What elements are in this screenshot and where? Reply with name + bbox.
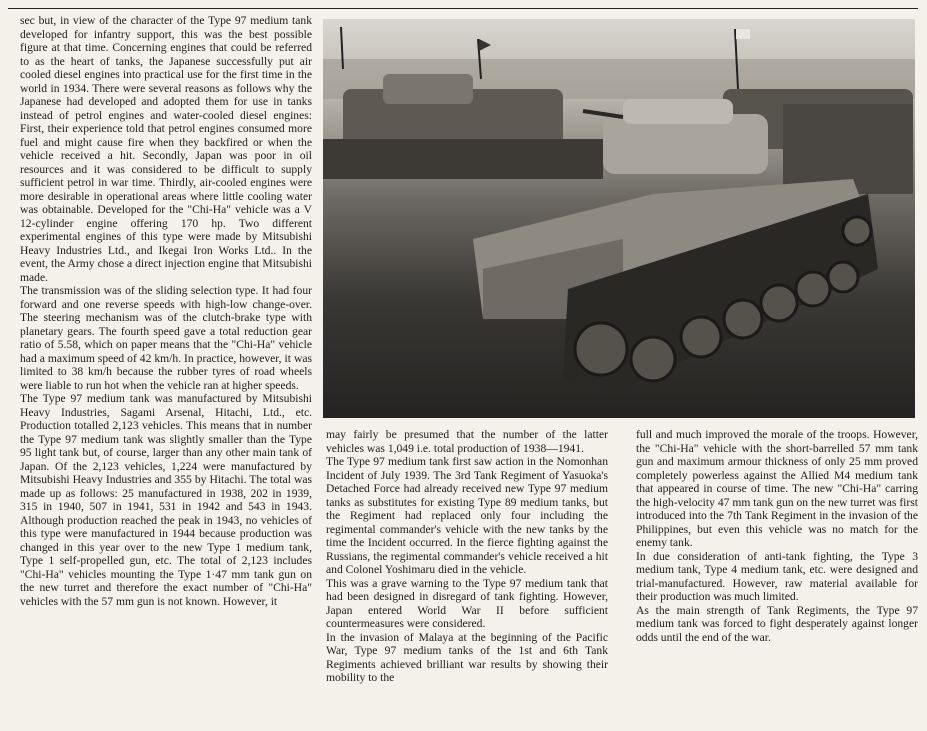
paragraph: may fairly be presumed that the number of the latter vehicles was 1,049 i.e. total production of 1938—1941.	[326, 428, 608, 455]
paragraph: The transmission was of the sliding selection type. It had four forward and one reverse speeds with high-low change-over. The steering mechanism was of the clutch-brake type with planetary gears. The fourth speed gave a total reduction gear ratio of 5.58, which on paper means that the "Chi-Ha" vehicle had a maximum speed of 42 km/h. In practice, however, it was limited to 38 km/h because the rubber tyres of road wheels were liable to run hot when the vehicle ran at higher speeds.	[20, 284, 312, 392]
paragraph: This was a grave warning to the Type 97 medium tank that had been designed in disregard of tank fighting. However, Japan entered World War II before sufficient countermeasures were considered.	[326, 576, 608, 630]
paragraph: The Type 97 medium tank first saw action in the Nomonhan Incident of July 1939. The 3rd Tank Regiment of Yasuoka's Detached Force had already received new Type 97 medium tanks as substitutes for existing Type 89 medium tanks, but the Regiment had replaced only four including the regimental commander's vehicle with the new tanks by the time the Incident occurred. In the fierce fighting against the Russians, the regimental commander's vehicle received a hit and Colonel Yoshimaru died in the vehicle.	[326, 455, 608, 576]
paragraph: sec but, in view of the character of the Type 97 medium tank developed for infantry support, this was the best possible figure at that time. Concerning engines that could be referred to as the heart of tanks, the Japanese successfully put air cooled diesel engines into practical use for the first time in the world in 1934. There were several reasons as follows why the Japanese had developed and adopted them for use in tanks instead of petrol engines and water-cooled diesel engines: First, their experience told that petrol engines consumed more fuel and might cause fire when they backfired or when the vehicle received a hit. Secondly, Japan was poor in oil resources and it was considered to be difficult to supply sufficient petrol in war time. Thirdly, air-cooled engines were more desirable in operational areas where little cooling water was obtainable. Developed for the "Chi-Ha" vehicle was a V 12-cylinder engine offering 170 hp. Two different experimental engines of this type were made by Mitsubishi Heavy Industries Ltd., and Ikegai Iron Works Ltd.. In the event, the Army chose a direct injection engine that Mitsubishi made.	[20, 14, 312, 284]
paragraph: As the main strength of Tank Regiments, the Type 97 medium tank was forced to fight desperately against longer odds until the end of the war.	[636, 603, 918, 644]
tank-photo	[323, 19, 915, 418]
text-column-right	[636, 428, 918, 644]
paragraph: In due consideration of anti-tank fighting, the Type 3 medium tank, Type 4 medium tank, etc. were designed and trial-manufactured. However, raw material available for their production was much limited.	[636, 549, 918, 603]
text-column-middle	[326, 428, 608, 685]
text-column-left	[20, 14, 312, 608]
tank-photo-illustration	[323, 19, 915, 418]
paragraph: full and much improved the morale of the troops. However, the "Chi-Ha" vehicle with the short-barrelled 57 mm tank gun and maximum armour thickness of only 25 mm proved completely powerless against the Allied M4 medium tank that appeared in course of time. The new "Chi-Ha" carring the high-velocity 47 mm tank gun on the new turret was first introduced into the 7th Tank Regiment in the invasion of the Philippines, but even this vehicle was no match for the enemy tank.	[636, 428, 918, 549]
paragraph: The Type 97 medium tank was manufactured by Mitsubishi Heavy Industries, Sagami Arsenal, Hitachi, Ltd., etc. Production totalled 2,123 vehicles. This means that in number the Type 97 medium tank was slightly smaller than the Type 95 light tank but, of course, larger than any other main tank of Japan. Of the 2,123 vehicles, 1,224 were manufactured by Mitsubishi Heavy Industries and 355 by Hitachi. The total was made up as follows: 25 manufactured in 1938, 202 in 1939, 315 in 1940, 507 in 1941, 531 in 1942 and 543 in 1943. Although production reached the peak in 1943, no vehicles of this type were manufactured in 1944 because production was changed in this year over to the new Type 1 medium tank, Type 1 self-propelled gun, etc. The total of 2,123 includes "Chi-Ha" vehicles mounting the Type 1·47 mm tank gun on the new turret and therefore the exact number of "Chi-Ha" vehicles with the 57 mm gun is not known. However, it	[20, 392, 312, 608]
paragraph: In the invasion of Malaya at the beginning of the Pacific War, Type 97 medium tanks of the 1st and 6th Tank Regiments achieved brilliant war results by showing their mobility to the	[326, 630, 608, 684]
top-rule	[8, 8, 918, 9]
